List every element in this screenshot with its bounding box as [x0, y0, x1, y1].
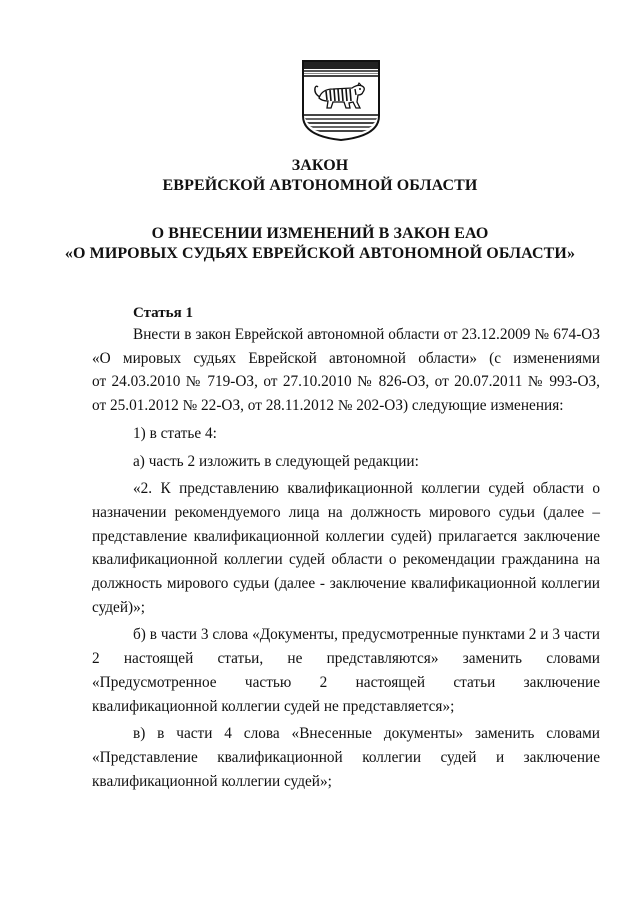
paragraph-line: от 24.03.2010 № 719-ОЗ, от 27.10.2010 № 826-ОЗ, от 20.07.2011 № 993-ОЗ, [92, 373, 600, 391]
paragraph-line: «О мировых судьях Еврейской автономной области» (с изменениями [92, 349, 600, 367]
list-item-b-line: квалификационной коллегии судей не представляется»; [92, 697, 455, 715]
law-title-line-2: «О МИРОВЫХ СУДЬЯХ ЕВРЕЙСКОЙ АВТОНОМНОЙ ОБЛАСТИ» [64, 245, 576, 262]
quote-line: представление квалификационной коллегии судей) прилагается заключение [92, 527, 600, 545]
list-item-b-line: «Предусмотренное частью 2 настоящей статьи заключение [92, 673, 600, 691]
article-body [92, 323, 600, 793]
paragraph-line: Внести в закон Еврейской автономной области от 23.12.2009 № 674-ОЗ [133, 326, 600, 343]
quote-line: должность мирового судьи (далее - заключение квалификационной коллегии [92, 575, 600, 593]
list-item-a: а) часть 2 изложить в следующей редакции: [133, 452, 419, 470]
list-item-1: 1) в статье 4: [133, 424, 217, 442]
coat-of-arms [300, 58, 382, 142]
quote-line: назначении рекомендуемого лица на должность мирового судьи (далее – [92, 503, 600, 521]
law-title-line-1: О ВНЕСЕНИИ ИЗМЕНЕНИЙ В ЗАКОН ЕАО [151, 225, 489, 242]
list-item-c-line: квалификационной коллегии судей»; [92, 772, 332, 790]
quote-line: судей)»; [92, 598, 146, 616]
quote-line: «2. К представлению квалификационной коллегии судей области о [133, 480, 600, 498]
quote-line: квалификационной коллегии судей области о рекомендации гражданина на [92, 551, 600, 569]
law-title [40, 224, 600, 264]
law-heading [40, 156, 600, 196]
list-item-b-line: б) в части 3 слова «Документы, предусмотренные пунктами 2 и 3 части [133, 626, 600, 644]
law-word: ЗАКОН [291, 157, 349, 174]
list-item-c-line: в) в части 4 слова «Внесенные документы» заменить словами [133, 725, 600, 743]
region-name: ЕВРЕЙСКОЙ АВТОНОМНОЙ ОБЛАСТИ [162, 177, 478, 194]
list-item-c-line: «Представление квалификационной коллегии судей и заключение [92, 748, 600, 766]
coat-of-arms-icon [300, 58, 382, 142]
paragraph-line: от 25.01.2012 № 22-ОЗ, от 28.11.2012 № 202-ОЗ) следующие изменения: [92, 397, 564, 415]
list-item-b-line: 2 настоящей статьи, не представляются» заменить словами [92, 650, 600, 668]
article-label: Статья 1 [133, 305, 193, 321]
